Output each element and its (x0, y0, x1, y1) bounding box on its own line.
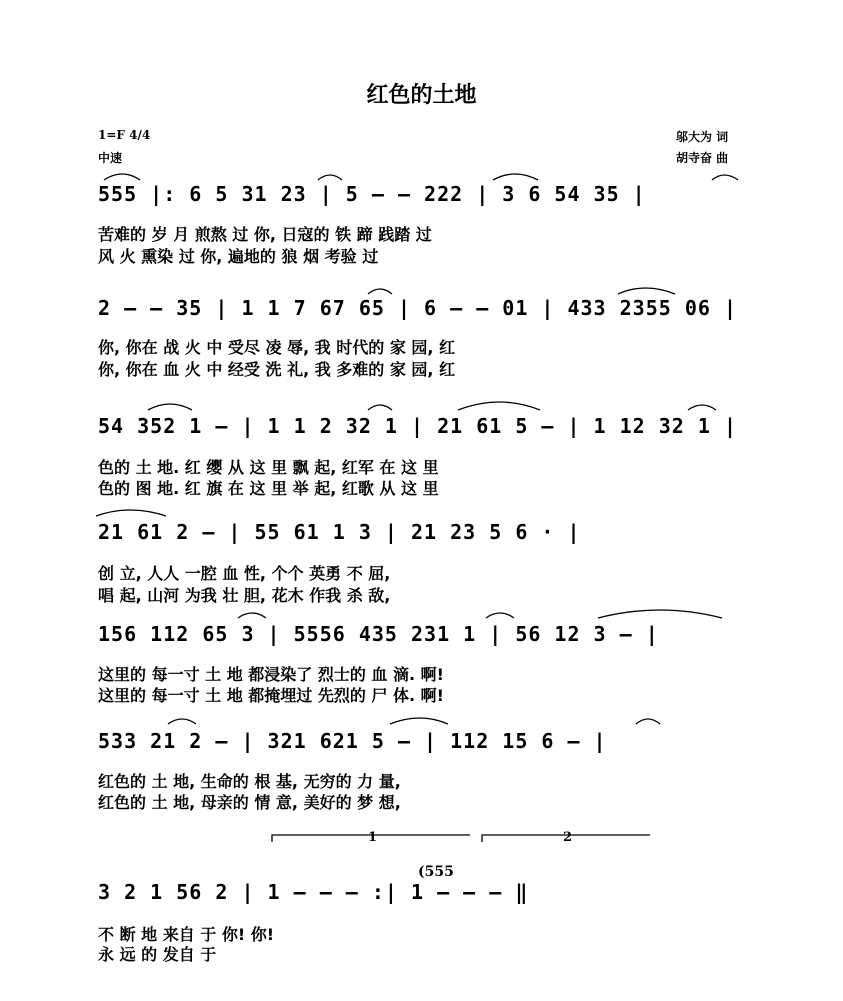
lyric-line-5a: 这里的 每一寸 土 地 都浸染了 烈士的 血 滴. 啊! (98, 665, 444, 684)
lyric-line-3b: 色的 图 地. 红 旗 在 这 里 举 起, 红歌 从 这 里 (98, 479, 439, 498)
slur-arc (688, 405, 716, 410)
lyric-line-7b: 永 远 的 发自 于 (98, 945, 217, 964)
slur-arc (712, 175, 738, 180)
slur-arc (148, 404, 192, 410)
tempo-marking: 中速 (98, 151, 123, 165)
lyricist-credit: 邬大为 词 (676, 130, 729, 144)
key-signature: 1=F 4/4 (98, 128, 151, 142)
volta-label-2: 2 (563, 830, 573, 845)
notation-line-7: 3 2 1 56 2 | 1 — — — :| 1 — — — ‖ (98, 880, 529, 904)
slur-arc (618, 288, 675, 294)
lyric-line-2a: 你, 你在 战 火 中 受尽 凌 辱, 我 时代的 家 园, 红 (98, 338, 456, 357)
slur-arc (493, 174, 538, 180)
slur-arc (486, 613, 514, 618)
lyric-line-2b: 你, 你在 血 火 中 经受 洗 礼, 我 多难的 家 园, 红 (98, 360, 456, 379)
lyric-line-3a: 色的 土 地. 红 缨 从 这 里 飘 起, 红军 在 这 里 (98, 458, 439, 477)
lyric-line-7a: 不 断 地 来自 于 你! 你! (98, 925, 275, 944)
lyric-line-6a: 红色的 土 地, 生命的 根 基, 无穷的 力 量, (98, 772, 401, 791)
notation-line-2: 2 — — 35 | 1 1 7 67 65 | 6 — — 01 | 433 2355 06 | (98, 296, 738, 320)
volta-bracket-2 (482, 835, 650, 842)
lyric-line-1a: 苦难的 岁 月 煎熬 过 你, 日寇的 铁 蹄 践踏 过 (98, 225, 432, 244)
slur-arc (390, 718, 448, 724)
slur-arc (96, 510, 166, 516)
volta-bracket-1 (272, 835, 470, 842)
composer-credit: 胡寺奋 曲 (676, 151, 729, 165)
slur-arc (368, 289, 392, 294)
slur-arc (104, 174, 140, 180)
slur-arc (636, 719, 660, 724)
pickup-notes: (555 (418, 864, 454, 880)
notation-line-3: 54 352 1 — | 1 1 2 32 1 | 21 61 5 — | 1 12 32 1 | (98, 414, 738, 438)
slur-arc (458, 402, 540, 410)
lyric-line-4b: 唱 起, 山河 为我 壮 胆, 花木 作我 杀 敌, (98, 586, 391, 605)
slur-arc (318, 175, 342, 180)
notation-line-4: 21 61 2 — | 55 61 1 3 | 21 23 5 6 · | (98, 520, 581, 544)
volta-label-1: 1 (368, 830, 378, 845)
slur-arc (598, 610, 722, 618)
lyric-line-1b: 风 火 熏染 过 你, 遍地的 狼 烟 考验 过 (98, 247, 379, 266)
lyric-line-6b: 红色的 土 地, 母亲的 情 意, 美好的 梦 想, (98, 793, 401, 812)
slur-arc (238, 613, 266, 618)
notation-line-5: 156 112 65 3 | 5556 435 231 1 | 56 12 3 — | (98, 622, 659, 646)
slur-arc (368, 405, 392, 410)
lyric-line-4a: 创 立, 人人 一腔 血 性, 个个 英勇 不 屈, (98, 564, 391, 583)
notation-line-1: 555 |: 6 5 31 23 | 5 — — 222 | 3 6 54 35 | (98, 182, 646, 206)
notation-line-6: 533 21 2 — | 321 621 5 — | 112 15 6 — | (98, 729, 607, 753)
song-title: 红色的土地 (366, 82, 477, 108)
lyric-line-5b: 这里的 每一寸 土 地 都掩埋过 先烈的 尸 体. 啊! (98, 686, 444, 705)
slur-arc (168, 719, 196, 724)
